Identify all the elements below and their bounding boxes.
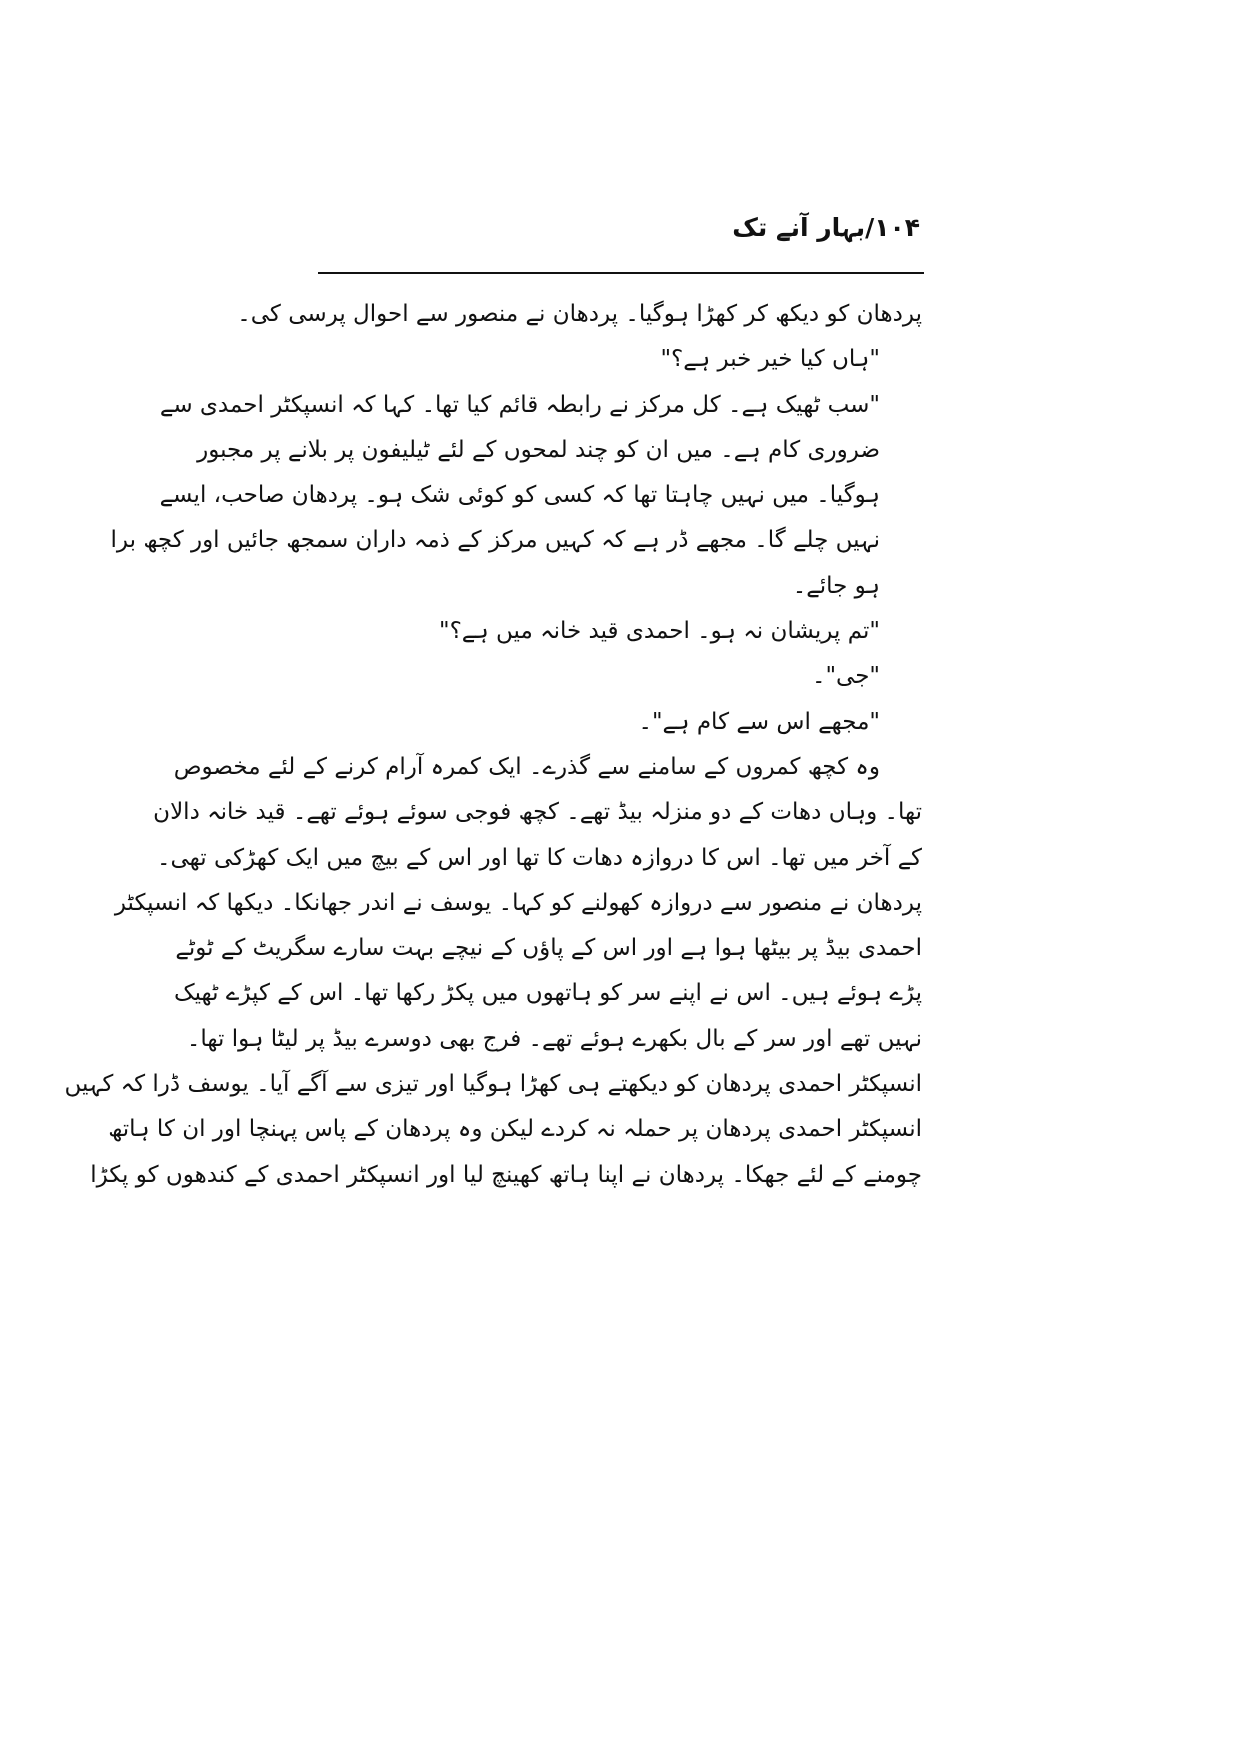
text-line: انسپکٹر احمدی پردھان پر حملہ نہ کردے لیکن وہ پردھان کے پاس پہنچا اور ان کا ہاتھ (108, 1116, 922, 1143)
text-line: وہ کچھ کمروں کے سامنے سے گذرے۔ ایک کمرہ آرام کرنے کے لئے مخصوص (173, 753, 880, 780)
text-line: پڑے ہوئے ہیں۔ اس نے اپنے سر کو ہاتھوں میں پکڑ رکھا تھا۔ اس کے کپڑے ٹھیک (174, 980, 922, 1007)
body-text (64, 292, 922, 1198)
text-line: کے آخر میں تھا۔ اس کا دروازہ دھات کا تھا اور اس کے بیچ میں ایک کھڑکی تھی۔ (157, 844, 922, 871)
text-line: پردھان نے منصور سے دروازہ کھولنے کو کہا۔ یوسف نے اندر جھانکا۔ دیکھا کہ انسپکٹر (114, 889, 922, 916)
text-line: "مجھے اس سے کام ہے"۔ (638, 708, 880, 735)
text-line: پردھان کو دیکھ کر کھڑا ہوگیا۔ پردھان نے منصور سے احوال پرسی کی۔ (237, 301, 922, 327)
text-line: "ہاں کیا خیر خبر ہے؟" (660, 346, 880, 373)
text-line: احمدی بیڈ پر بیٹھا ہوا ہے اور اس کے پاؤں کے نیچے بہت سارے سگریٹ کے ٹوٹے (175, 935, 922, 962)
text-line: تھا۔ وہاں دھات کے دو منزلہ بیڈ تھے۔ کچھ فوجی سوئے ہوئے تھے۔ قید خانہ دالان (153, 799, 922, 826)
running-head: ۱۰۴/بہار آنے تک (732, 213, 920, 242)
text-line: ہو جائے۔ (792, 572, 880, 599)
text-line: نہیں چلے گا۔ مجھے ڈر ہے کہ کہیں مرکز کے ذمہ داران سمجھ جائیں اور کچھ برا (110, 527, 880, 554)
text-line: "جی"۔ (811, 663, 880, 690)
text-line: انسپکٹر احمدی پردھان کو دیکھتے ہی کھڑا ہوگیا اور تیزی سے آگے آیا۔ یوسف ڈرا کہ کہیں (64, 1071, 922, 1098)
text-line: "سب ٹھیک ہے۔ کل مرکز نے رابطہ قائم کیا تھا۔ کہا کہ انسپکٹر احمدی سے (159, 391, 880, 418)
text-line: "تم پریشان نہ ہو۔ احمدی قید خانہ میں ہے؟" (439, 618, 880, 645)
header-rule (318, 272, 924, 274)
text-line: نہیں تھے اور سر کے بال بکھرے ہوئے تھے۔ فرج بھی دوسرے بیڈ پر لیٹا ہوا تھا۔ (186, 1025, 922, 1052)
text-line: ضروری کام ہے۔ میں ان کو چند لمحوں کے لئے ٹیلیفون پر بلانے پر مجبور (197, 436, 880, 463)
text-line: چومنے کے لئے جھکا۔ پردھان نے اپنا ہاتھ کھینچ لیا اور انسپکٹر احمدی کے کندھوں کو پکڑا (90, 1161, 922, 1188)
text-line: ہوگیا۔ میں نہیں چاہتا تھا کہ کسی کو کوئی شک ہو۔ پردھان صاحب، ایسے (159, 482, 880, 509)
